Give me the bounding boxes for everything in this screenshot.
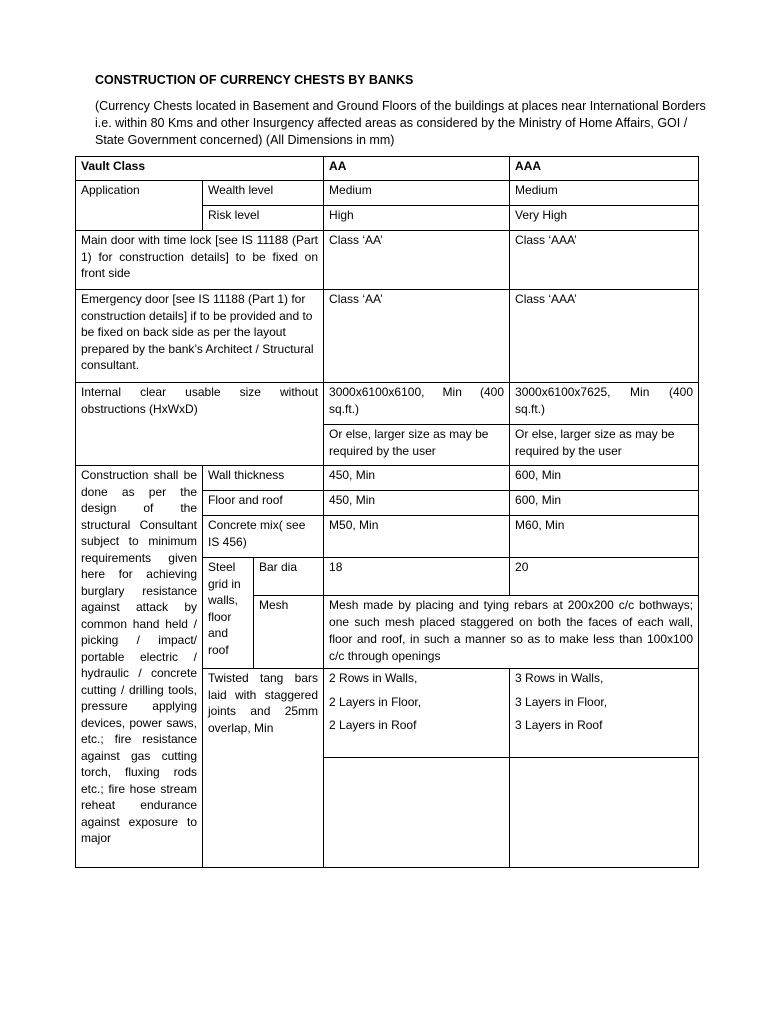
tang-bars-aaa — [510, 669, 699, 758]
page-title: CONSTRUCTION OF CURRENCY CHESTS BY BANKS — [95, 73, 414, 87]
table-row-wealth-level — [76, 181, 699, 206]
currency-chest-table — [75, 156, 699, 868]
tang-bars-aa — [324, 669, 510, 758]
emergency-door-label: Emergency door [see IS 11188 (Part 1) for construction details] if to be provided and to be fixed on back side as per the layout prepared by the bank’s Architect / Structural consultant. — [76, 290, 324, 383]
emergency-door-aa: Class ‘AA’ — [324, 290, 510, 383]
wall-thickness-aa: 450, Min — [324, 466, 510, 491]
internal-size-aa-alt: Or else, larger size as may be required by the user — [324, 425, 510, 466]
risk-level-aaa: Very High — [510, 206, 699, 231]
concrete-mix-aaa: M60, Min — [510, 516, 699, 558]
emergency-door-aaa: Class ‘AAA’ — [510, 290, 699, 383]
internal-size-label: Internal clear usable size without obstructions (HxWxD) — [76, 383, 324, 466]
concrete-mix-label: Concrete mix( see IS 456) — [203, 516, 324, 558]
construction-label: Construction shall be done as per the design of the structural Consultant subject to minimum requirements given here for achieving burglary resistance against attack by common hand held / picking / impact/ portable electric / hydraulic / concrete cutting / drilling tools, pressure applying devices, power saws, etc.; fire resistance against gas cutting torch, fluxing rods etc.; fire hose stream reheat endurance against exposure to major — [76, 466, 203, 868]
tang-bars-label: Twisted tang bars laid with staggered joints and 25mm overlap, Min — [203, 669, 324, 868]
mesh-description: Mesh made by placing and tying rebars at 200x200 c/c bothways; one such mesh placed staggered on both the faces of each wall, floor and roof, in such a manner so as to make less than 100x100 c/c through openings — [324, 596, 699, 669]
tang-aaa-roof: 3 Layers in Roof — [515, 718, 603, 732]
tang-aa-floor: 2 Layers in Floor, — [329, 694, 422, 709]
internal-size-aaa: 3000x6100x7625, Min (400 sq.ft.) — [510, 383, 699, 425]
concrete-mix-aa: M50, Min — [324, 516, 510, 558]
wall-thickness-aaa: 600, Min — [510, 466, 699, 491]
application-label: Application — [76, 181, 203, 231]
main-door-aa: Class ‘AA’ — [324, 231, 510, 290]
tang-aa-walls: 2 Rows in Walls, — [329, 671, 418, 685]
internal-size-aaa-alt: Or else, larger size as may be required by the user — [510, 425, 699, 466]
bar-dia-aa: 18 — [324, 558, 510, 596]
risk-level-label: Risk level — [203, 206, 324, 231]
table-row-main-door — [76, 231, 699, 290]
tang-bars-aa-cont — [324, 758, 510, 868]
tang-aa-roof: 2 Layers in Roof — [329, 718, 417, 732]
steel-grid-label: Steel grid in walls, floor and roof — [203, 558, 254, 669]
risk-level-aa: High — [324, 206, 510, 231]
floor-roof-aa: 450, Min — [324, 491, 510, 516]
tang-bars-aaa-cont — [510, 758, 699, 868]
wealth-level-aa: Medium — [324, 181, 510, 206]
internal-size-aa: 3000x6100x6100, Min (400 sq.ft.) — [324, 383, 510, 425]
table-row-emergency-door — [76, 290, 699, 383]
main-door-label: Main door with time lock [see IS 11188 (Part 1) for construction details] to be fixed on front side — [76, 231, 324, 290]
tang-aaa-floor: 3 Layers in Floor, — [515, 694, 608, 709]
table-row-wall-thickness — [76, 466, 699, 491]
table-row-internal-size — [76, 383, 699, 425]
bar-dia-label: Bar dia — [254, 558, 324, 596]
tang-aaa-walls: 3 Rows in Walls, — [515, 671, 604, 685]
mesh-label: Mesh — [254, 596, 324, 669]
wealth-level-label: Wealth level — [203, 181, 324, 206]
floor-roof-label: Floor and roof — [203, 491, 324, 516]
table-row-header — [76, 157, 699, 181]
main-door-aaa: Class ‘AAA’ — [510, 231, 699, 290]
wealth-level-aaa: Medium — [510, 181, 699, 206]
wall-thickness-label: Wall thickness — [203, 466, 324, 491]
header-aaa: AAA — [510, 157, 699, 181]
floor-roof-aaa: 600, Min — [510, 491, 699, 516]
header-aa: AA — [324, 157, 510, 181]
bar-dia-aaa: 20 — [510, 558, 699, 596]
header-vault-class: Vault Class — [76, 157, 324, 181]
intro-paragraph: (Currency Chests located in Basement and Ground Floors of the buildings at places near International Borders i.e. within 80 Kms and other Insurgency affected areas as considered by the Ministry of Home Affairs, GOI / State Government concerned) (All Dimensions in mm) — [95, 99, 706, 147]
